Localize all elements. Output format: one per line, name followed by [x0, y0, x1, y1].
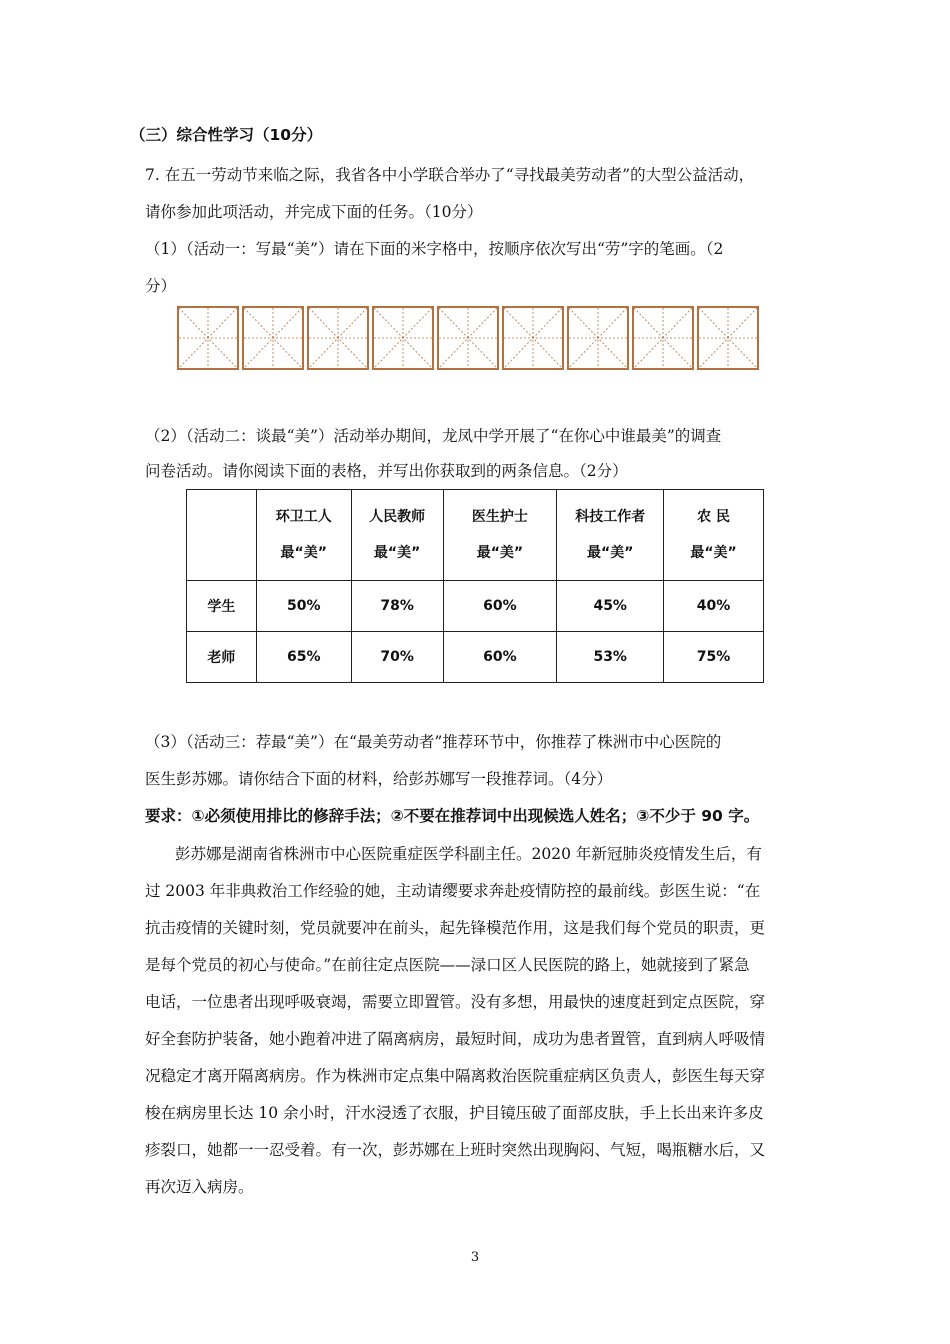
- activity1-line-1: （1）（活动一：写最“美”）请在下面的米字格中，按顺序依次写出“劳”字的笔画。（2: [145, 240, 724, 258]
- material-line: 彭苏娜是湖南省株洲市中心医院重症医学科副主任。2020 年新冠肺炎疫情发生后，有: [175, 845, 762, 863]
- material-line: 是每个党员的初心与使命。”在前往定点医院——渌口区人民医院的路上，她就接到了紧急: [145, 956, 750, 974]
- table-cell: 70%: [351, 632, 443, 683]
- table-cell: 60%: [443, 581, 557, 632]
- table-cell: 60%: [443, 632, 557, 683]
- row-label: 老师: [187, 632, 257, 683]
- table-row: [187, 632, 764, 683]
- mizige-cell: [567, 306, 629, 370]
- table-cell: 53%: [557, 632, 664, 683]
- mizige-cell: [177, 306, 239, 370]
- table-corner-cell: [187, 490, 257, 581]
- table-cell: 50%: [256, 581, 351, 632]
- section-title: （三）综合性学习（10分）: [130, 126, 323, 144]
- material-line: 电话，一位患者出现呼吸衰竭，需要立即置管。没有多想，用最快的速度赶到定点医院，穿: [145, 993, 766, 1011]
- table-header-cell: 环卫工人 最“美”: [256, 490, 351, 581]
- table-cell: 75%: [664, 632, 764, 683]
- activity2-line-2: 问卷活动。请你阅读下面的表格，并写出你获取到的两条信息。（2分）: [145, 462, 628, 480]
- table-cell: 40%: [664, 581, 764, 632]
- row-label: 学生: [187, 581, 257, 632]
- table-cell: 65%: [256, 632, 351, 683]
- material-line: 抗击疫情的关键时刻，党员就要冲在前头，起先锋模范作用，这是我们每个党员的职责，更: [145, 919, 766, 937]
- material-line: 疹裂口，她都一一忍受着。有一次，彭苏娜在上班时突然出现胸闷、气短，喝瓶糖水后，又: [145, 1141, 766, 1159]
- survey-table: [186, 489, 764, 683]
- question-text-1: 在五一劳动节来临之际，我省各中小学联合举办了“寻找最美劳动者”的大型公益活动，: [164, 166, 755, 184]
- material-line: 过 2003 年非典救治工作经验的她，主动请缨要求奔赴疫情防控的最前线。彭医生说：“在: [145, 882, 761, 900]
- material-line: 好全套防护装备，她小跑着冲进了隔离病房，最短时间，成功为患者置管，直到病人呼吸情: [145, 1030, 766, 1048]
- table-cell: 78%: [351, 581, 443, 632]
- activity1-line-2: 分）: [145, 277, 177, 295]
- table-header-cell: 农 民 最“美”: [664, 490, 764, 581]
- page-number: 3: [470, 1250, 480, 1265]
- mizige-cell: [242, 306, 304, 370]
- table-row: [187, 581, 764, 632]
- material-line: 再次迈入病房。: [145, 1178, 254, 1196]
- mizige-cell: [437, 306, 499, 370]
- mizige-cell: [697, 306, 759, 370]
- activity2-line-1: （2）（活动二：谈最“美”）活动举办期间，龙凤中学开展了“在你心中谁最美”的调查: [145, 427, 722, 445]
- mizige-cell: [307, 306, 369, 370]
- mizige-cell: [502, 306, 564, 370]
- table-header-cell: 人民教师 最“美”: [351, 490, 443, 581]
- activity3-line-2: 医生彭苏娜。请你结合下面的材料，给彭苏娜写一段推荐词。（4分）: [145, 770, 613, 788]
- table-header-cell: 医生护士 最“美”: [443, 490, 557, 581]
- question-7-line-1: [145, 163, 754, 185]
- material-line: 况稳定才离开隔离病房。作为株洲市定点集中隔离救治医院重症病区负责人，彭医生每天穿: [145, 1067, 766, 1085]
- material-line: 梭在病房里长达 10 余小时，汗水浸透了衣服，护目镜压破了面部皮肤，手上长出来许多皮: [145, 1104, 764, 1122]
- mizige-cell: [632, 306, 694, 370]
- table-header-row: [187, 490, 764, 581]
- mizige-cell: [372, 306, 434, 370]
- table-header-cell: 科技工作者 最“美”: [557, 490, 664, 581]
- activity3-line-1: （3）（活动三：荐最“美”）在“最美劳动者”推荐环节中，你推荐了株洲市中心医院的: [145, 733, 722, 751]
- activity3-requirement: 要求：①必须使用排比的修辞手法；②不要在推荐词中出现候选人姓名；③不少于 90 字。: [145, 807, 760, 825]
- question-7-line-2: 请你参加此项活动，并完成下面的任务。（10分）: [145, 203, 483, 221]
- table-cell: 45%: [557, 581, 664, 632]
- question-number: 7.: [145, 166, 160, 184]
